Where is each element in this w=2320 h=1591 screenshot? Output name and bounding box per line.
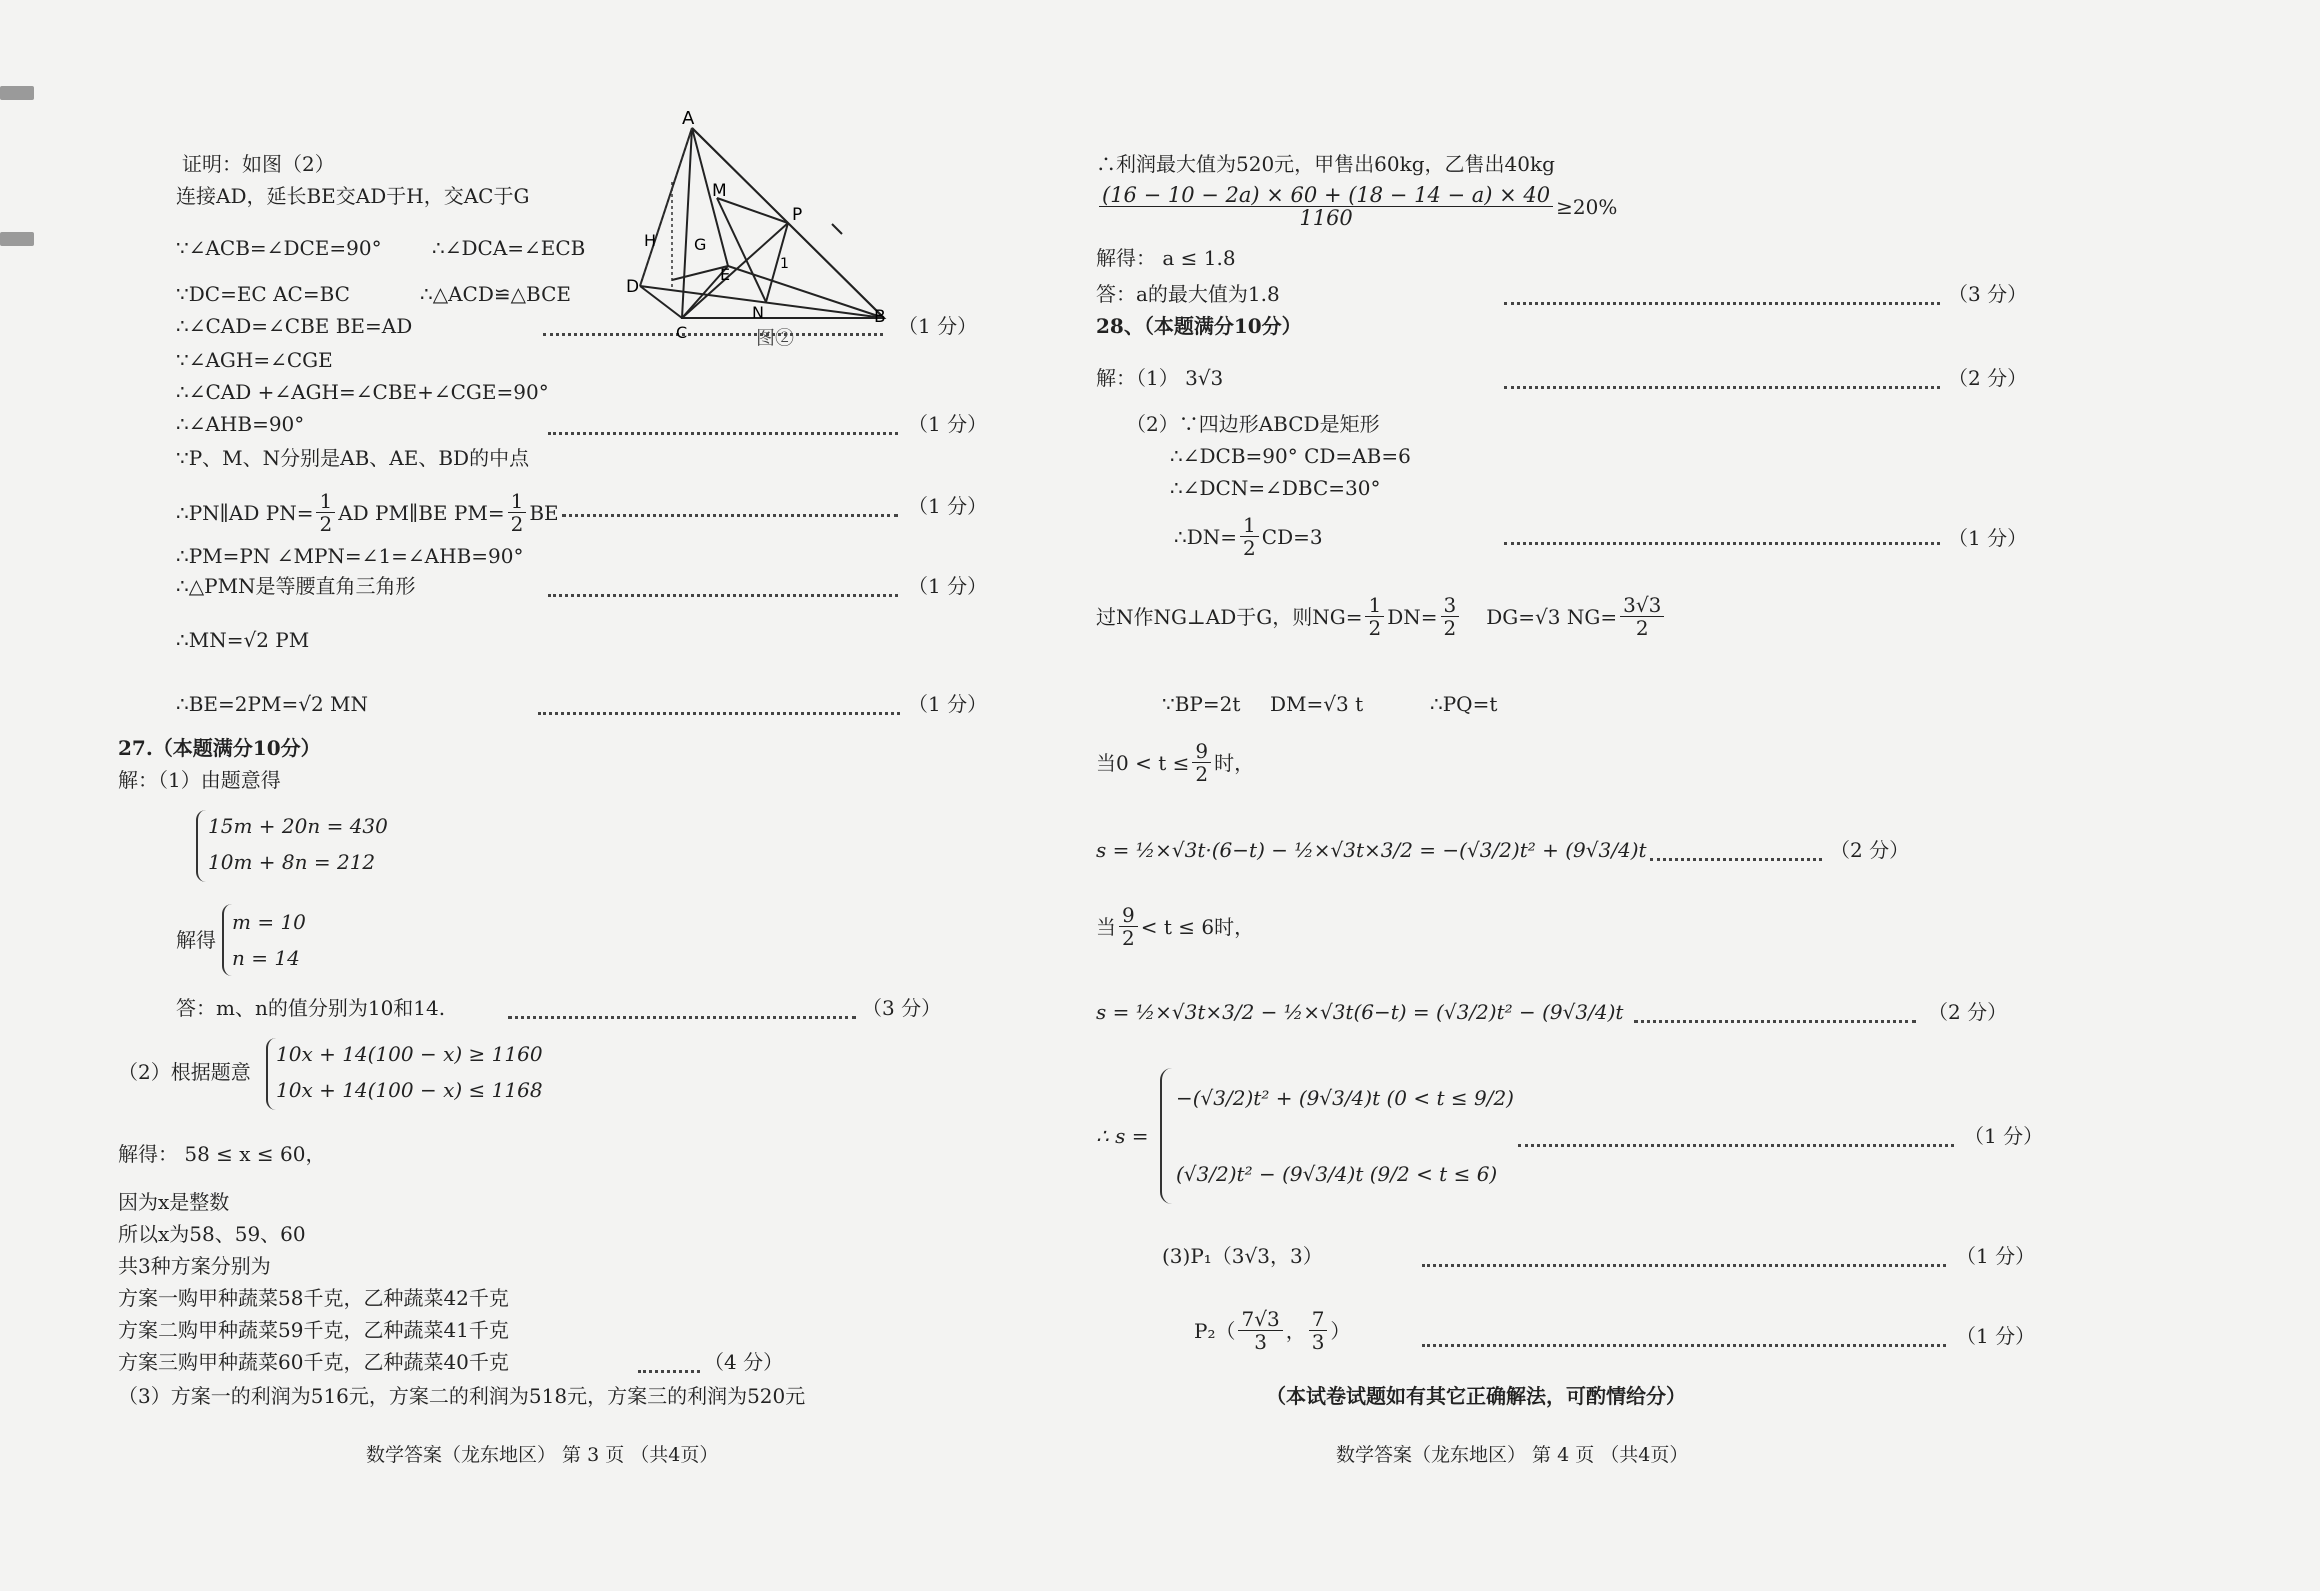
fraction: $\frac{7√3}{3}$ [1238,1308,1282,1353]
label-a: A [682,108,695,129]
score-label: （1 分） [908,692,988,716]
answer-line: 答：a的最大值为1.8 [1096,282,1280,306]
label-m: M [712,181,727,201]
proof-line: ∴MN=√2 PM [176,628,310,652]
dot-leader [548,432,898,435]
binding-mark [0,232,34,246]
equation-line: 15m + 20n = 430 [208,814,388,838]
solution-line: 共3种方案分别为 [118,1254,271,1278]
score-label: （1 分） [1964,1124,2044,1148]
plan-line: 方案三购甲种蔬菜60千克，乙种蔬菜40千克 [118,1350,509,1374]
proof-line: ∴△PMN是等腰直角三角形 [176,574,416,598]
solution-line: 解：（1） 3√3 [1096,366,1224,390]
equation-brace [1160,1068,1172,1204]
solution-line: ∴利润最大值为520元，甲售出60kg，乙售出40kg [1096,152,1555,176]
label-angle-1: 1 [780,256,789,272]
case-condition: 当0 < t ≤ $\frac{9}{2}$ 时， [1096,739,1255,786]
dot-leader [1504,542,1940,545]
dot-leader [1422,1264,1946,1267]
question-27-heading: 27.（本题满分10分） [118,736,321,760]
solution-line: （3）方案一的利润为516元，方案二的利润为518元，方案三的利润为520元 [118,1384,806,1408]
solution-line: 解得： 58 ≤ x ≤ 60， [118,1142,326,1166]
solution-line: 解得： a ≤ 1.8 [1096,246,1236,270]
formula-line: s = ½×√3t×3/2 − ½×√3t(6−t) = (√3/2)t² − (9√3/4)t [1096,1000,1624,1024]
dot-leader [562,514,898,517]
dot-leader [638,1370,700,1373]
solution-line: ∴PQ=t [1430,692,1498,716]
equation-brace [266,1038,276,1110]
proof-line: 连接AD，延长BE交AD于H，交AC于G [176,184,530,208]
dot-leader [548,594,898,597]
fraction: $\frac{(16 - 10 - 2a) \times 60 + (18 - 14 - a) \times 40}{1160}$ [1099,184,1553,229]
label-e: E [720,265,731,284]
dot-leader [508,1016,856,1019]
solution-line: 过N作NG⊥AD于G，则NG= $\frac{1}{2}$ DN= $\frac{3}{2}$ DG=√3 NG= $\frac{3√3}{2}$ [1096,594,1667,639]
dot-leader [1650,858,1822,861]
solve-label: 解得 [176,928,216,952]
fraction: $\frac{9}{2}$ [1119,904,1138,949]
label-g: G [694,235,707,254]
score-label: （3 分） [1948,282,2028,306]
proof-line: ∴∠CAD +∠AGH=∠CBE+∠CGE=90° [176,380,549,404]
proof-line: ∴∠CAD=∠CBE BE=AD [176,314,413,338]
proof-line: ∵∠AGH=∠CGE [176,348,333,372]
score-label: （1 分） [1956,1324,2036,1348]
page-footer: 数学答案（龙东地区） 第 3 页 （共4页） [366,1444,719,1466]
proof-line: ∴PM=PN ∠MPN=∠1=∠AHB=90° [176,544,524,568]
dot-leader [1422,1344,1946,1347]
proof-line: ∴∠AHB=90° [176,412,305,436]
equation-line: n = 14 [232,946,300,970]
score-label: （1 分） [908,574,988,598]
equation-line: 10m + 8n = 212 [208,850,376,874]
score-label: （4 分） [704,1350,784,1374]
geometry-figure [620,108,910,340]
solution-line: （2）根据题意 [118,1060,251,1084]
solution-line: ∴∠DCN=∠DBC=30° [1170,476,1381,500]
proof-line: ∴∠DCA=∠ECB [432,236,586,260]
binding-mark [0,86,34,100]
fraction: $\frac{7}{3}$ [1309,1308,1328,1353]
dot-leader [1504,386,1940,389]
figure-caption: 图② [756,327,795,349]
proof-line: ∵DC=EC AC=BC [176,282,350,306]
score-label: （1 分） [908,412,988,436]
dot-leader [1518,1144,1954,1147]
score-label: （1 分） [1948,526,2028,550]
proof-line: ∵∠ACB=∠DCE=90° [176,236,382,260]
label-c: C [676,323,688,340]
proof-line: ∴PN∥AD PN= $\frac{1}{2}$ AD PM∥BE PM= $\frac{1}{2}$ BE [176,489,559,536]
piecewise-label: ∴ s = [1096,1124,1149,1148]
solution-line: (3)P₁（3√3，3） [1162,1244,1323,1268]
solution-line: ∴DN= $\frac{1}{2}$ CD=3 [1174,513,1323,560]
label-d: D [626,277,640,297]
fraction: $\frac{3}{2}$ [1441,594,1460,639]
question-28-heading: 28、（本题满分10分） [1096,314,1302,338]
solution-line: 解：（1）由题意得 [118,768,281,792]
label-p: P [792,205,803,225]
inequality-line: $\frac{(16 - 10 - 2a) \times 60 + (18 - 14 - a) \times 40}{1160}$ ≥20% [1096,184,1617,229]
proof-title: 证明：如图（2） [182,152,335,176]
score-label: （2 分） [1928,1000,2008,1024]
fraction: $\frac{1}{2}$ [1365,594,1384,639]
answer-line: 答：m、n的值分别为10和14. [176,996,446,1020]
fraction: $\frac{3√3}{2}$ [1620,594,1664,639]
label-b: B [874,307,886,327]
solution-line: P₂（ $\frac{7√3}{3}$ ， $\frac{7}{3}$ ） [1194,1307,1351,1354]
solution-line: 因为x是整数 [118,1190,230,1214]
dot-leader [538,712,900,715]
equation-brace [196,810,206,882]
equation-line: 10x + 14(100 − x) ≤ 1168 [276,1078,543,1102]
score-label: （1 分） [908,494,988,518]
solution-line: ∴∠DCB=90° CD=AB=6 [1170,444,1411,468]
proof-line: ∴BE=2PM=√2 MN [176,692,369,716]
score-label: （1 分） [898,314,978,338]
fraction: $\frac{1}{2}$ [1240,514,1259,559]
equation-brace [222,904,232,976]
label-n: N [752,303,764,322]
grading-note: （本试卷试题如有其它正确解法，可酌情给分） [1266,1384,1686,1408]
formula-line: s = ½×√3t·(6−t) − ½×√3t×3/2 = −(√3/2)t² + (9√3/4)t [1096,838,1647,862]
score-label: （2 分） [1948,366,2028,390]
fraction: $\frac{9}{2}$ [1192,740,1211,785]
equation-line: 10x + 14(100 − x) ≥ 1160 [276,1042,543,1066]
page-footer: 数学答案（龙东地区） 第 4 页 （共4页） [1336,1444,1689,1466]
solution-line: 所以x为58、59、60 [118,1222,306,1246]
solution-line: DM=√3 t [1270,692,1364,716]
score-label: （1 分） [1956,1244,2036,1268]
dot-leader [1504,302,1940,305]
proof-line: ∵P、M、N分别是AB、AE、BD的中点 [176,446,530,470]
case-condition: 当 $\frac{9}{2}$ < t ≤ 6时， [1096,903,1255,950]
fraction: $\frac{1}{2}$ [508,490,527,535]
proof-line: ∴△ACD≌△BCE [420,282,571,306]
plan-line: 方案二购甲种蔬菜59千克，乙种蔬菜41千克 [118,1318,509,1342]
piecewise-case: (√3/2)t² − (9√3/4)t (9/2 < t ≤ 6) [1176,1162,1498,1186]
piecewise-case: −(√3/2)t² + (9√3/4)t (0 < t ≤ 9/2) [1176,1086,1514,1110]
solution-line: （2）∵四边形ABCD是矩形 [1126,412,1380,436]
dot-leader [1634,1020,1916,1023]
score-label: （2 分） [1830,838,1910,862]
plan-line: 方案一购甲种蔬菜58千克，乙种蔬菜42千克 [118,1286,509,1310]
solution-line: ∵BP=2t [1162,692,1241,716]
equation-line: m = 10 [232,910,306,934]
fraction: $\frac{1}{2}$ [316,490,335,535]
score-label: （3 分） [862,996,942,1020]
label-h: H [644,231,657,250]
triangle-abc [682,128,884,318]
